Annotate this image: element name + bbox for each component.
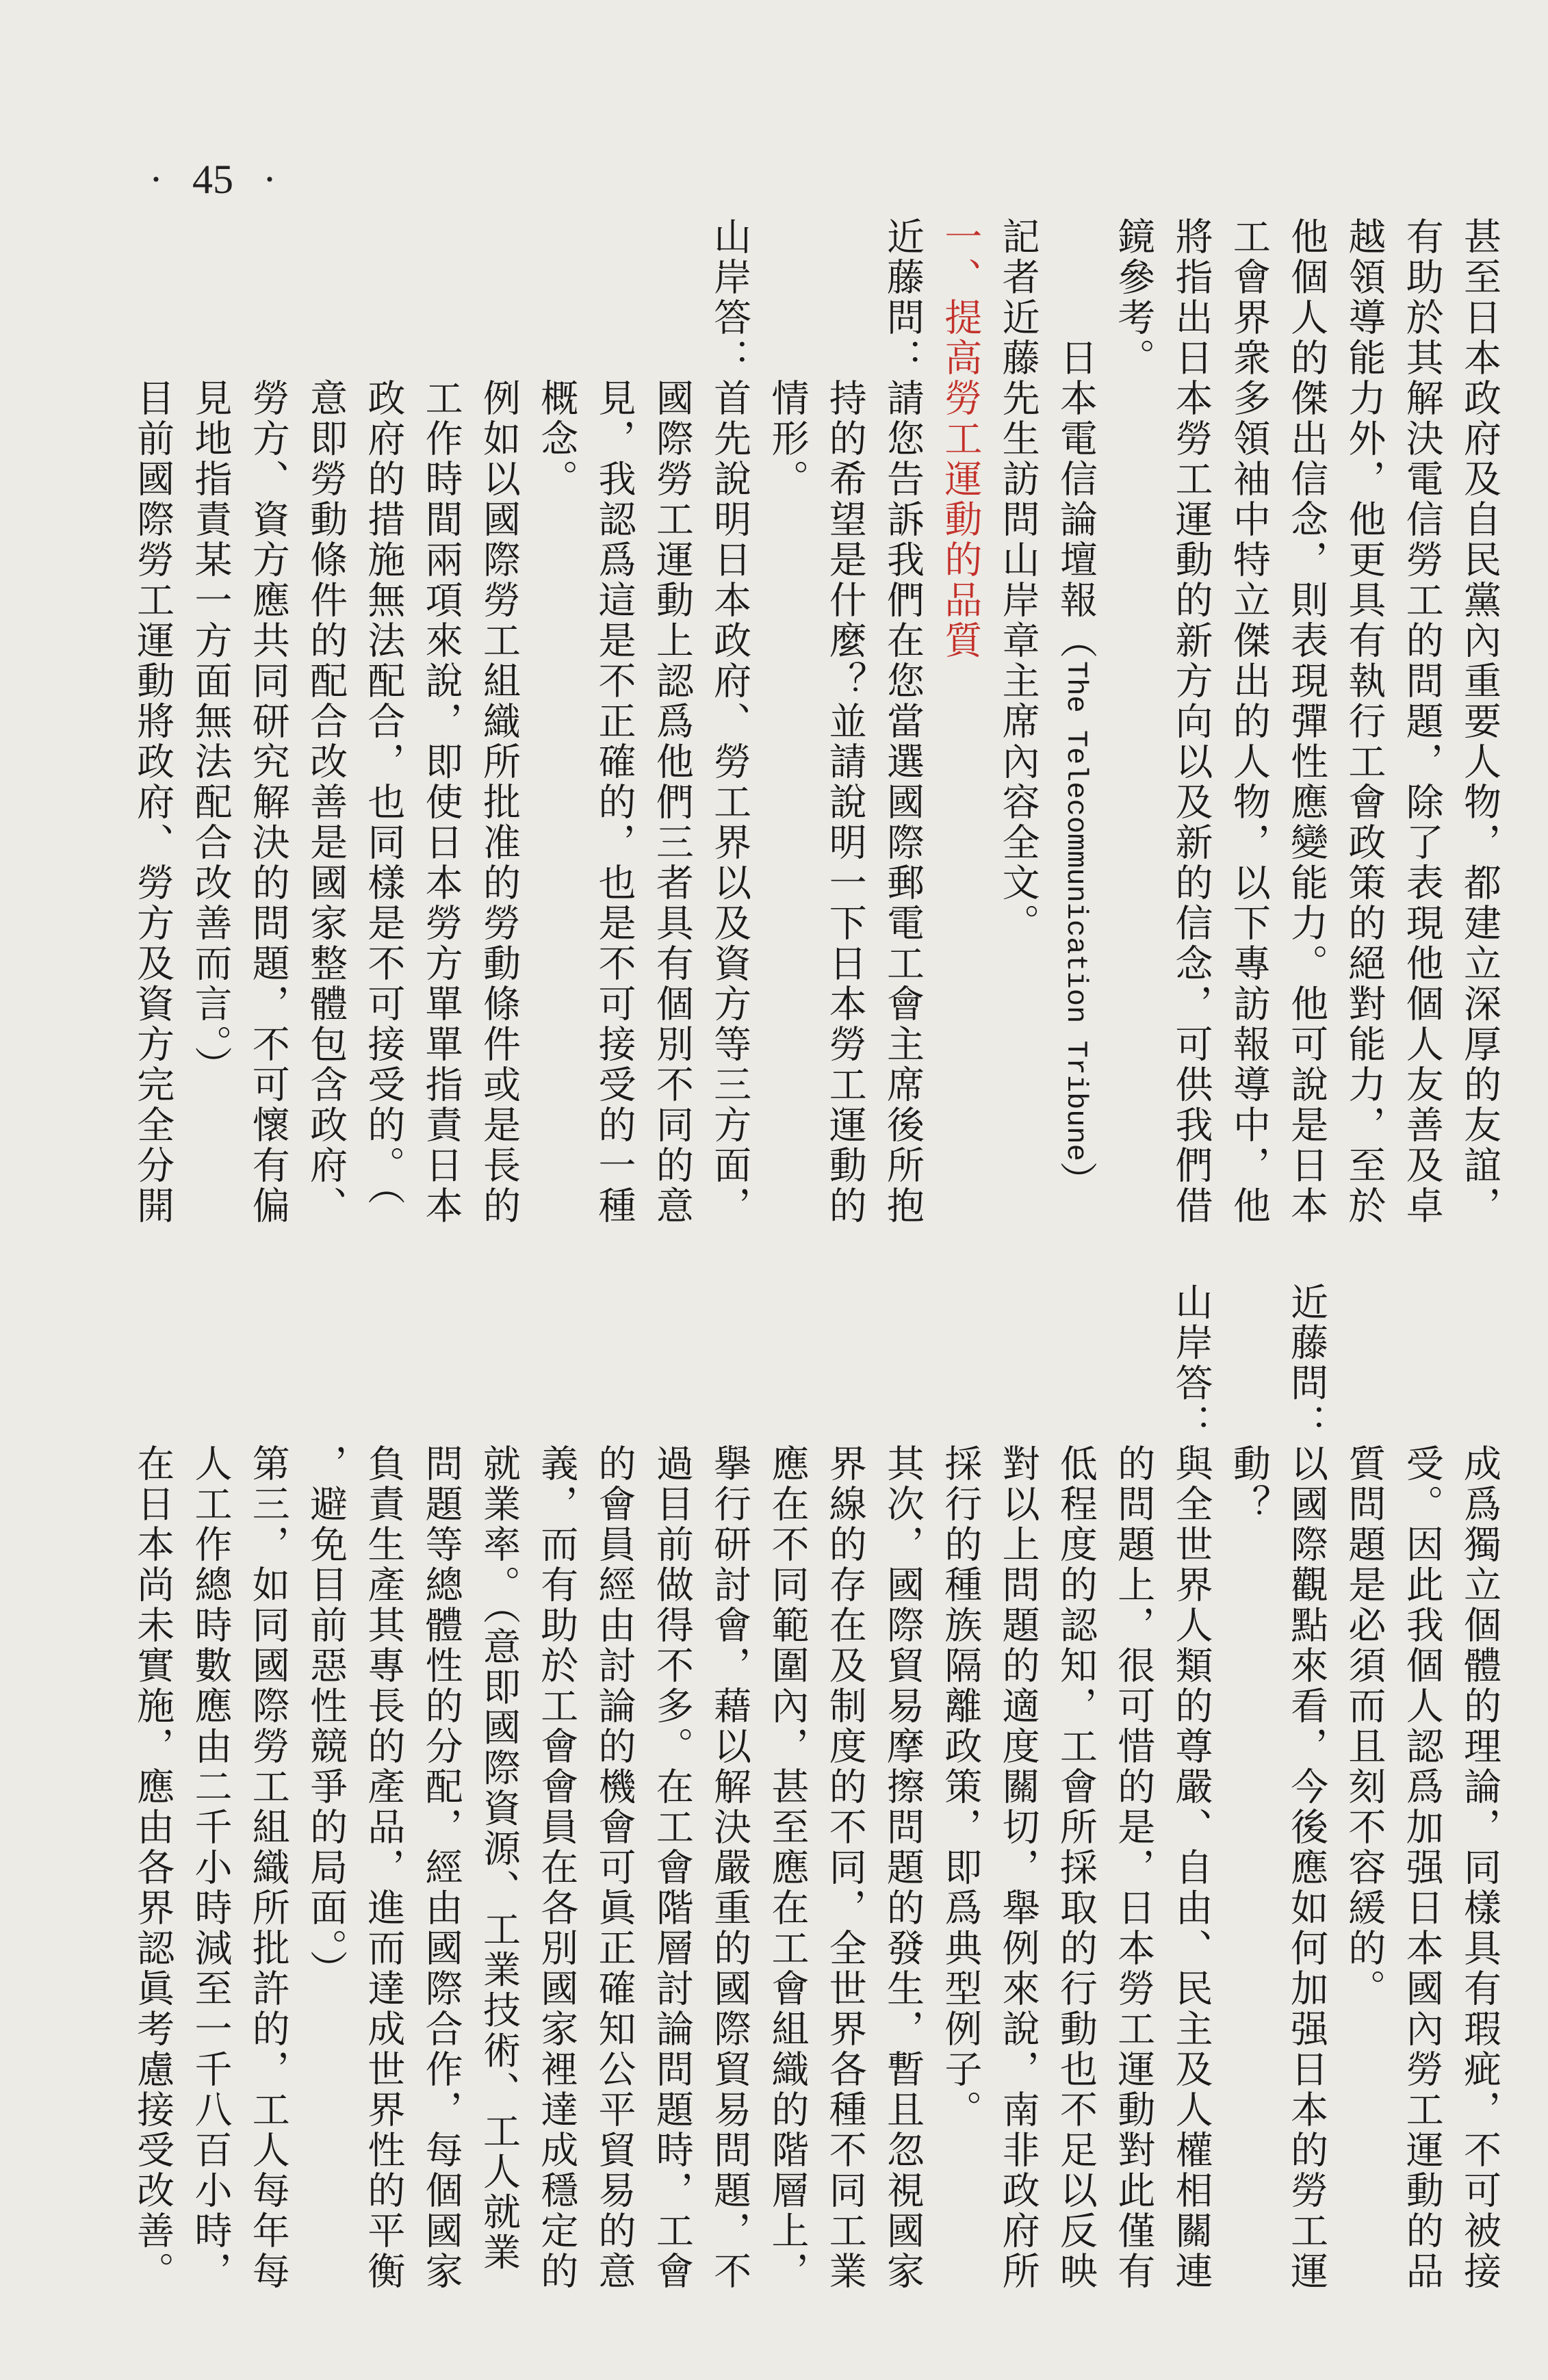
answer-column: 人工作總時數應由二千小時減至一千八百小時， — [188, 1444, 233, 2292]
text-column: 鏡參考。 — [1111, 217, 1156, 378]
answer-column: 的會員經由討論的機會可眞正確知公平貿易的意 — [592, 1444, 636, 2292]
answer-column: 問題等總體性的分配，經由國際合作，每個國家 — [419, 1444, 463, 2292]
text-column: 將指出日本勞工運動的新方向以及新的信念，可供我們借 — [1169, 217, 1213, 1226]
answer-column: 其次，國際貿易摩擦問題的發生，暫且忽視國家 — [881, 1444, 925, 2292]
answer-column: 過目前做得不多。在工會階層討論問題時，工會 — [649, 1444, 694, 2292]
answer-column: 對以上問題的適度關切，舉例來說，南非政府所 — [996, 1444, 1040, 2292]
answer-column: 目前國際勞工運動將政府、勞方及資方完全分開 — [131, 378, 175, 1226]
answer-column: 擧行研討會，藉以解決嚴重的國際貿易問題，不 — [708, 1444, 752, 2292]
text-column: 他個人的傑出信念，則表現彈性應變能力。他可說是日本 — [1285, 217, 1329, 1226]
answer-column: 就業率。（意即國際資源、工業技術、工人就業 — [476, 1444, 521, 2273]
answer-column: 例如以國際勞工組織所批准的勞動條件或是長的 — [476, 378, 521, 1226]
newspaper-close-paren: ） — [1053, 1161, 1098, 1202]
answer-column: ，避免目前惡性競爭的局面。） — [304, 1444, 348, 1991]
answer-column: 山岸答：首先說明日本政府、勞工界以及資方等三方面， — [708, 217, 752, 1226]
lower-text-block — [123, 1282, 1508, 2309]
reporter-column: 記者近藤先生訪問山岸章主席內容全文。 — [996, 217, 1040, 944]
answer-column: 應在不同範圍內，甚至應在工會組織的階層上， — [765, 1444, 810, 2292]
newspaper-name: 日本電信論壇報（ — [1053, 338, 1098, 661]
text-column: 有助於其解決電信勞工的問題，除了表現他個人友善及卓 — [1399, 217, 1444, 1226]
upper-text-block — [123, 217, 1508, 1243]
section-heading: 一、提高勞工運動的品質 — [938, 217, 983, 661]
answer-column: 成爲獨立個體的理論，同樣具有瑕疵，不可被接 — [1458, 1444, 1501, 2292]
answer-column: 見地指責某一方面無法配合改善而言。） — [188, 378, 233, 1087]
answer-column: 負責生產其專長的產品，進而達成世界性的平衡 — [361, 1444, 406, 2292]
text-column: 越領導能力外，他更具有執行工會政策的絕對能力，至於 — [1342, 217, 1386, 1226]
answer-column: 意即勞動條件的配合改善是國家整體包含政府、 — [304, 378, 348, 1226]
answer-column: 概念。 — [534, 378, 579, 500]
answer-column: 界線的存在及制度的不同，全世界各種不同工業 — [823, 1444, 867, 2292]
answer-column: 勞方、資方應共同研究解決的問題，不可懷有偏 — [246, 378, 290, 1226]
question-column: 近藤問：以國際觀點來看，今後應如何加强日本的勞工運 — [1285, 1282, 1329, 2292]
question-column: 動？ — [1226, 1444, 1271, 1525]
answer-column: 國際勞工運動上認爲他們三者具有個別不同的意 — [649, 378, 694, 1226]
question-column: 持的希望是什麼？並請說明一下日本勞工運動的 — [823, 378, 867, 1226]
newspaper-column — [1047, 217, 1105, 1243]
answer-column: 政府的措施無法配合，也同樣是不可接受的。（ — [361, 378, 406, 1208]
text-column: 工會界衆多領袖中特立傑出的人物，以下專訪報導中，他 — [1226, 217, 1271, 1226]
answer-column: 第三，如同國際勞工組織所批許的，工人每年每 — [246, 1444, 290, 2292]
page-number: · 45 · — [149, 157, 276, 202]
newspaper-english-name: The Telecommunication Tribune — [1059, 661, 1092, 1161]
answer-column: 受。因此我個人認爲加强日本國內勞工運動的品 — [1399, 1444, 1444, 2292]
answer-column: 義，而有助於工會會員在各別國家裡達成穩定的 — [534, 1444, 579, 2292]
text-column: 甚至日本政府及自民黨內重要人物，都建立深厚的友誼， — [1458, 217, 1501, 1226]
question-column: 近藤問：請您告訴我們在您當選國際郵電工會主席後所抱 — [881, 217, 925, 1226]
answer-column: 質問題是必須而且刻不容緩的。 — [1342, 1444, 1386, 2009]
answer-column: 在日本尚未實施，應由各界認眞考慮接受改善。 — [131, 1444, 175, 2292]
answer-column: 山岸答：與全世界人類的尊嚴、自由、民主及人權相關連 — [1169, 1282, 1213, 2292]
answer-column: 工作時間兩項來說，即使日本勞方單單指責日本 — [419, 378, 463, 1226]
answer-column: 見，我認爲這是不正確的，也是不可接受的一種 — [592, 378, 636, 1226]
answer-column: 採行的種族隔離政策，即爲典型例子。 — [938, 1444, 983, 2130]
answer-column: 的問題上，很可惜的是，日本勞工運動對此僅有 — [1111, 1444, 1156, 2292]
answer-column: 低程度的認知，工會所採取的行動也不足以反映 — [1053, 1444, 1098, 2292]
question-column: 情形。 — [765, 378, 810, 500]
